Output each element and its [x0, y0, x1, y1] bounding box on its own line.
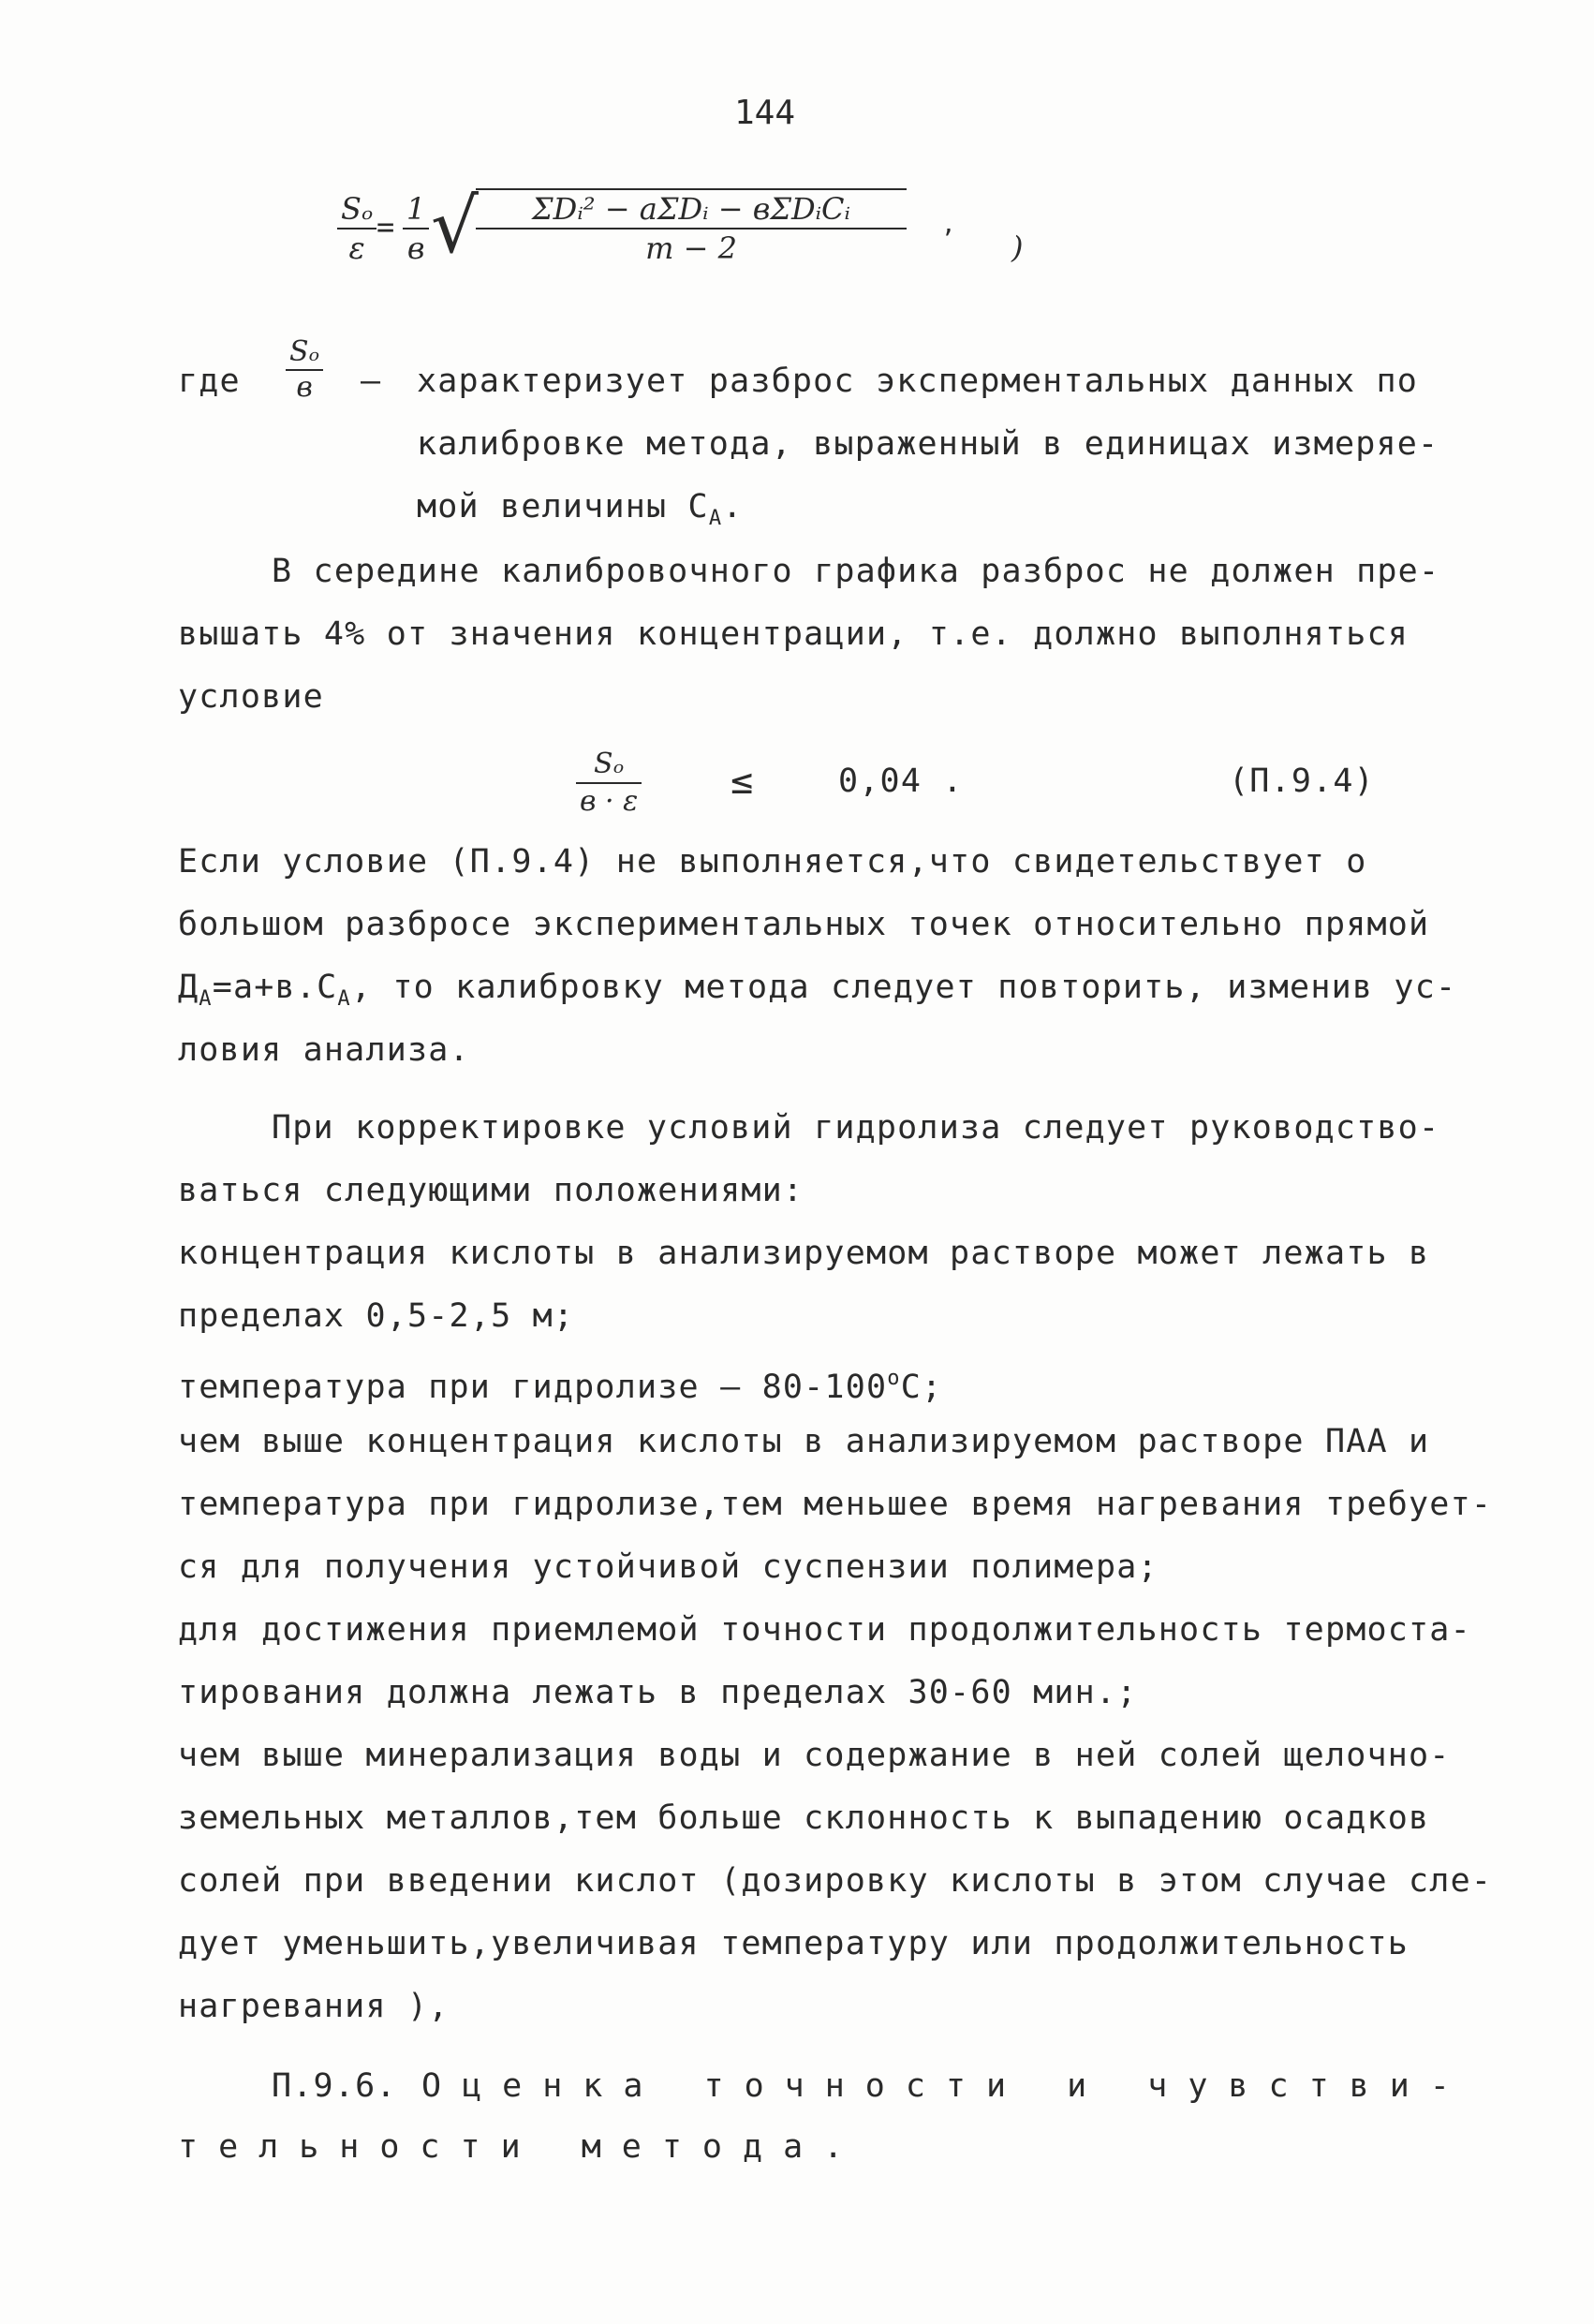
formula-coef [403, 190, 429, 267]
where-line-3 [417, 486, 744, 540]
para4-line-4: для достижения приемлемой точности продолжительность термоста- [178, 1611, 1471, 1649]
para2-sub-2: А [337, 987, 351, 1011]
formula-coef-bot: в [406, 230, 425, 266]
inequality-top: Sₒ [576, 747, 642, 784]
equation-label: (П.9.4) [1229, 762, 1375, 800]
para1-line-3: условие [178, 678, 324, 716]
para4-line-9: дует уменьшить,увеличивая температуру или продолжительность [178, 1925, 1410, 1962]
where-line-3-end: . [722, 488, 744, 525]
formula-equals: = [376, 209, 395, 244]
para4-line-1: чем выше концентрация кислоты в анализируемом растворе ПАА и [178, 1423, 1430, 1460]
para4-line-5: тирования должна лежать в пределах 30-60 мин.; [178, 1674, 1138, 1711]
para4-line-6: чем выше минерализация воды и содержание в ней солей щелочно- [178, 1737, 1451, 1774]
section-number: П.9.6. [272, 2067, 397, 2105]
para2-line-3 [178, 967, 1456, 1020]
inequality-value: 0,04 . [838, 762, 964, 800]
formula-radicand-bot: m − 2 [645, 230, 737, 266]
para3-line-1: При корректировке условий гидролиза следует руководство- [272, 1109, 1440, 1147]
where-line-2: калибровке метода, выраженный в единицах измеряе- [417, 425, 1439, 463]
formula-lhs-top: Sₒ [337, 190, 376, 229]
section-title-1: Оценка точности и чувстви- [421, 2067, 1470, 2105]
formula-trail: ) [1011, 229, 1024, 265]
temperature-unit: С; [900, 1369, 943, 1406]
para2-line-4: ловия анализа. [178, 1031, 470, 1069]
formula-coef-top: 1 [403, 190, 429, 229]
para4-line-8: солей при введении кислот (дозировку кислоты в этом случае сле- [178, 1862, 1493, 1900]
para2-line-2: большом разбросе экспериментальных точек относительно прямой [178, 906, 1430, 943]
where-line-3-text: мой величины С [417, 488, 709, 525]
where-word: где [178, 363, 241, 400]
formula-lhs-bot: ε [348, 230, 365, 266]
inequality-fraction [576, 747, 642, 820]
para2-line-3-a: Д [178, 969, 199, 1006]
inequality-bot: в · ε [580, 785, 639, 818]
para4-line-2: температура при гидролизе,тем меньшее время нагревания требует- [178, 1486, 1493, 1523]
section-title-2: тельности метода. [178, 2128, 864, 2166]
where-frac-top: Sₒ [286, 335, 323, 371]
formula-mark: , [941, 211, 956, 239]
para3-line-2: ваться следующими положениями: [178, 1172, 804, 1209]
where-fraction [286, 335, 323, 405]
where-line-1: характеризует разброс эксперментальных данных по [417, 363, 1419, 400]
para2-line-1: Если условие (П.9.4) не выполняется,что свидетельствует о [178, 843, 1367, 881]
formula-main [337, 183, 1049, 304]
inequality-sign: ≤ [731, 760, 755, 803]
para1-line-2: вышать 4% от значения концентрации, т.е. должно выполняться [178, 615, 1410, 653]
para4-line-3: ся для получения устойчивой суспензии полимера; [178, 1548, 1159, 1586]
para3-line-4: пределах 0,5-2,5 м; [178, 1297, 575, 1335]
where-frac-bot: в [296, 371, 313, 404]
para2-line-3-c: , то калибровку метода следует повторить, изменив ус- [350, 969, 1457, 1006]
temperature-text: температура при гидролизе – 80-100 [178, 1369, 888, 1406]
para3-line-3: концентрация кислоты в анализируемом растворе может лежать в [178, 1235, 1430, 1272]
para2-sub-1: А [199, 987, 213, 1011]
page-number: 144 [734, 94, 796, 132]
formula-lhs [337, 190, 376, 267]
degree-sup: о [887, 1367, 901, 1390]
para1-line-1: В середине калибровочного графика разброс не должен пре- [272, 553, 1440, 590]
para4-line-7: земельных металлов,тем больше склонность к выпадению осадков [178, 1799, 1430, 1837]
para4-line-10: нагревания ), [178, 1988, 450, 2025]
radical-sign: √ [431, 183, 479, 270]
where-dash: – [361, 363, 382, 400]
formula-radicand [476, 188, 907, 267]
temperature-line [178, 1358, 942, 1408]
para2-line-3-b: =а+в.С [212, 969, 338, 1006]
formula-radicand-top: ΣDᵢ² − aΣDᵢ − вΣDᵢCᵢ [476, 188, 907, 229]
where-subscript: А [708, 507, 723, 530]
